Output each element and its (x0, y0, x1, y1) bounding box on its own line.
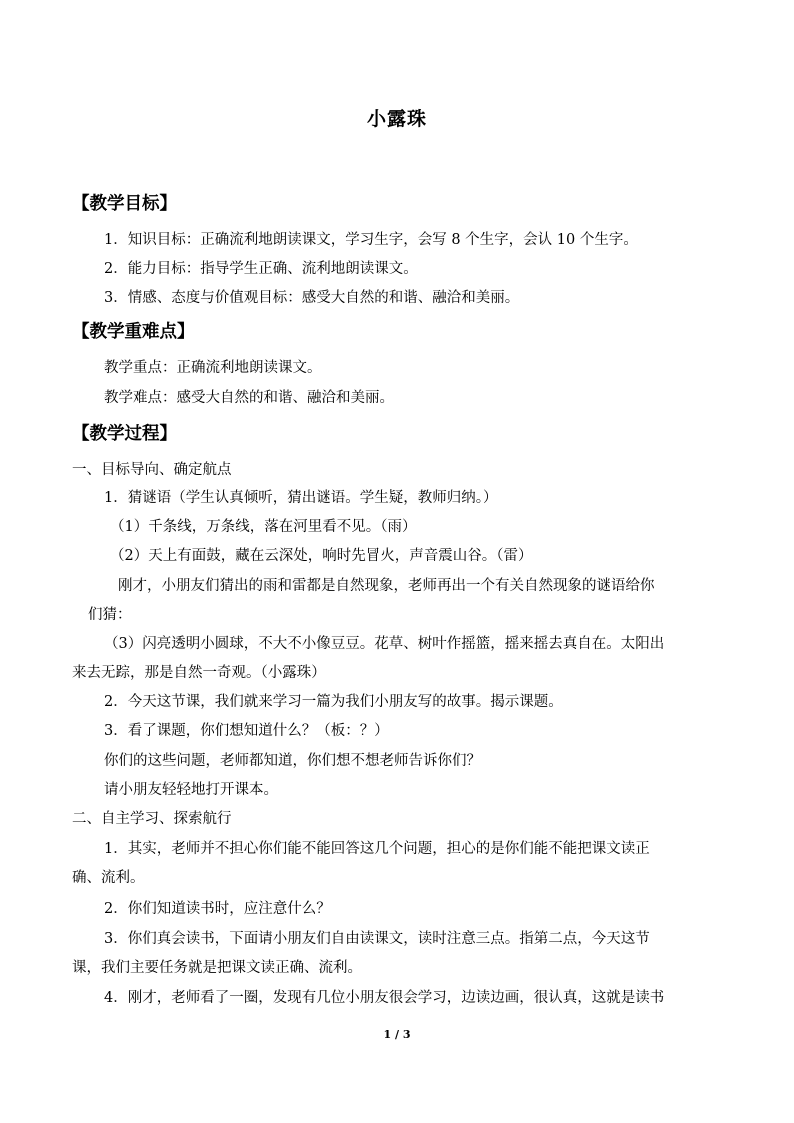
goal-item: 1．知识目标：正确流利地朗读课文，学习生字，会写 8 个生字，会认 10 个生字。 (104, 232, 638, 248)
process-line: 来去无踪，那是自然一奇观。（小露珠） (72, 665, 326, 681)
process-line: 1．猜谜语（学生认真倾听，猜出谜语。学生疑，教师归纳。） (104, 490, 498, 506)
page-number: 1 / 3 (383, 1028, 411, 1041)
process-line: （2）天上有面鼓，藏在云深处，响时先冒火，声音震山谷。（雷） (110, 548, 533, 564)
goal-item: 2．能力目标：指导学生正确、流利地朗读课文。 (104, 261, 418, 277)
process-line: 2．你们知道读书时，应注意什么？ (104, 901, 331, 917)
process-line: 一、目标导向、确定航点 (72, 462, 232, 478)
process-line: 课，我们主要任务就是把课文读正确、流利。 (72, 960, 362, 976)
process-line: （1）千条线，万条线，落在河里看不见。（雨） (110, 519, 417, 535)
process-line: 确、流利。 (72, 870, 145, 886)
section-heading-key-points: 【教学重难点】 (72, 322, 195, 342)
process-line: 们猜： (88, 607, 132, 623)
process-line: 3．你们真会读书，下面请小朋友们自由读课文，读时注意三点。指第二点，今天这节 (104, 931, 650, 947)
process-line: 请小朋友轻轻地打开课本。 (104, 782, 278, 798)
section-heading-goals: 【教学目标】 (72, 194, 177, 214)
key-point-item: 教学重点：正确流利地朗读课文。 (104, 360, 322, 376)
process-line: 二、自主学习、探索航行 (72, 811, 232, 827)
process-line: 你们的这些问题，老师都知道，你们想不想老师告诉你们？ (104, 753, 481, 769)
section-heading-process: 【教学过程】 (72, 424, 177, 444)
process-line: 4．刚才，老师看了一圈，发现有几位小朋友很会学习，边读边画，很认真，这就是读书 (104, 990, 665, 1006)
process-line: 刚才，小朋友们猜出的雨和雷都是自然现象，老师再出一个有关自然现象的谜语给你 (118, 578, 655, 594)
key-point-item: 教学难点：感受大自然的和谐、融洽和美丽。 (104, 390, 394, 406)
goal-item: 3．情感、态度与价值观目标：感受大自然的和谐、融洽和美丽。 (104, 290, 520, 306)
process-line: （3）闪亮透明小圆球，不大不小像豆豆。花草、树叶作摇篮，摇来摇去真自在。太阳出 (104, 636, 665, 652)
process-line: 1．其实，老师并不担心你们能不能回答这几个问题，担心的是你们能不能把课文读正 (104, 841, 650, 857)
process-line: 3．看了课题，你们想知道什么？（板：？） (104, 723, 389, 739)
page-title: 小露珠 (366, 108, 427, 130)
process-line: 2．今天这节课，我们就来学习一篇为我们小朋友写的故事。揭示课题。 (104, 694, 563, 710)
